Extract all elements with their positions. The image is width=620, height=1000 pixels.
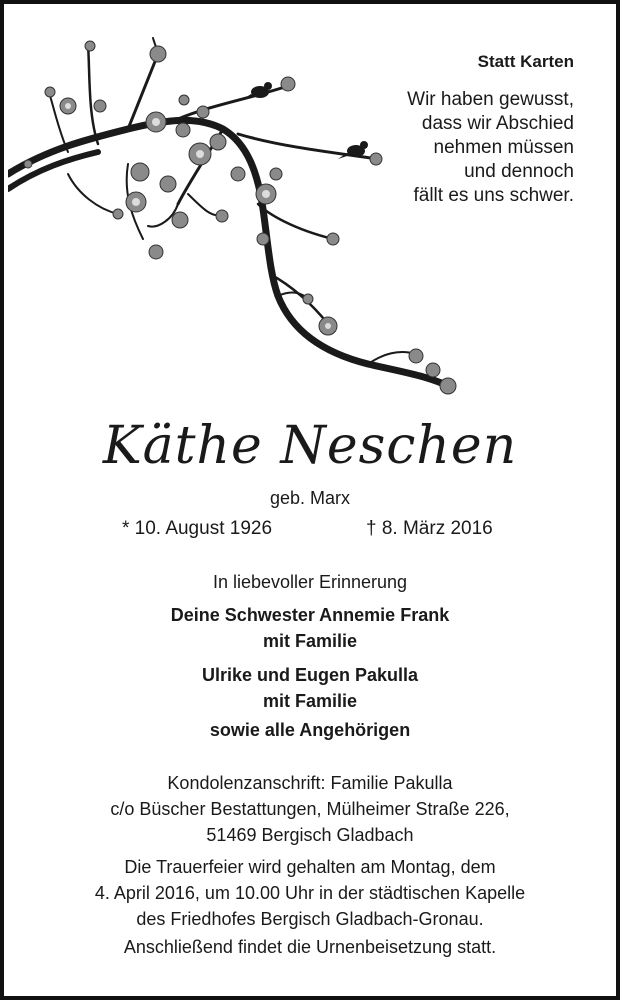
birth-date: * 10. August 1926 xyxy=(122,518,273,539)
address-line: 51469 Bergisch Gladbach xyxy=(206,825,414,845)
memorial-intro: In liebevoller Erinnerung xyxy=(212,572,408,592)
mourner-line: Deine Schwester Annemie Frank xyxy=(170,605,450,625)
mourner-line: Ulrike und Eugen Pakulla xyxy=(201,665,419,685)
statt-karten-label: Statt Karten xyxy=(477,52,574,71)
address-line: c/o Büscher Bestattungen, Mülheimer Straße 226, xyxy=(110,799,510,819)
mourner-line: mit Familie xyxy=(262,631,358,651)
death-date: † 8. März 2016 xyxy=(366,518,493,539)
service-line: des Friedhofes Bergisch Gladbach-Gronau. xyxy=(136,909,484,929)
cherry-blossom-branch-icon xyxy=(8,34,468,404)
mourner-family-pakulla xyxy=(4,662,616,714)
mourner-family-frank xyxy=(4,602,616,654)
poem-line: dass wir Abschied xyxy=(421,113,574,134)
urn-burial-info: Anschließend findet die Urnenbeisetzung statt. xyxy=(123,937,497,957)
service-line: 4. April 2016, um 10.00 Uhr in der städtischen Kapelle xyxy=(94,883,526,903)
poem-line: nehmen müssen xyxy=(433,137,574,158)
poem-line: fällt es uns schwer. xyxy=(413,185,574,206)
birth-name: geb. Marx xyxy=(269,488,351,508)
mourner-relatives: sowie alle Angehörigen xyxy=(209,720,411,740)
deceased-name: Käthe Neschen xyxy=(102,416,518,476)
mourner-line: mit Familie xyxy=(262,691,358,711)
address-line: Kondolenzanschrift: Familie Pakulla xyxy=(167,773,453,793)
service-line: Die Trauerfeier wird gehalten am Montag, dem xyxy=(124,857,496,877)
poem xyxy=(407,88,574,208)
funeral-service-info xyxy=(4,854,616,932)
poem-line: und dennoch xyxy=(464,161,574,182)
condolence-address xyxy=(4,770,616,848)
poem-line: Wir haben gewusst, xyxy=(407,89,574,110)
